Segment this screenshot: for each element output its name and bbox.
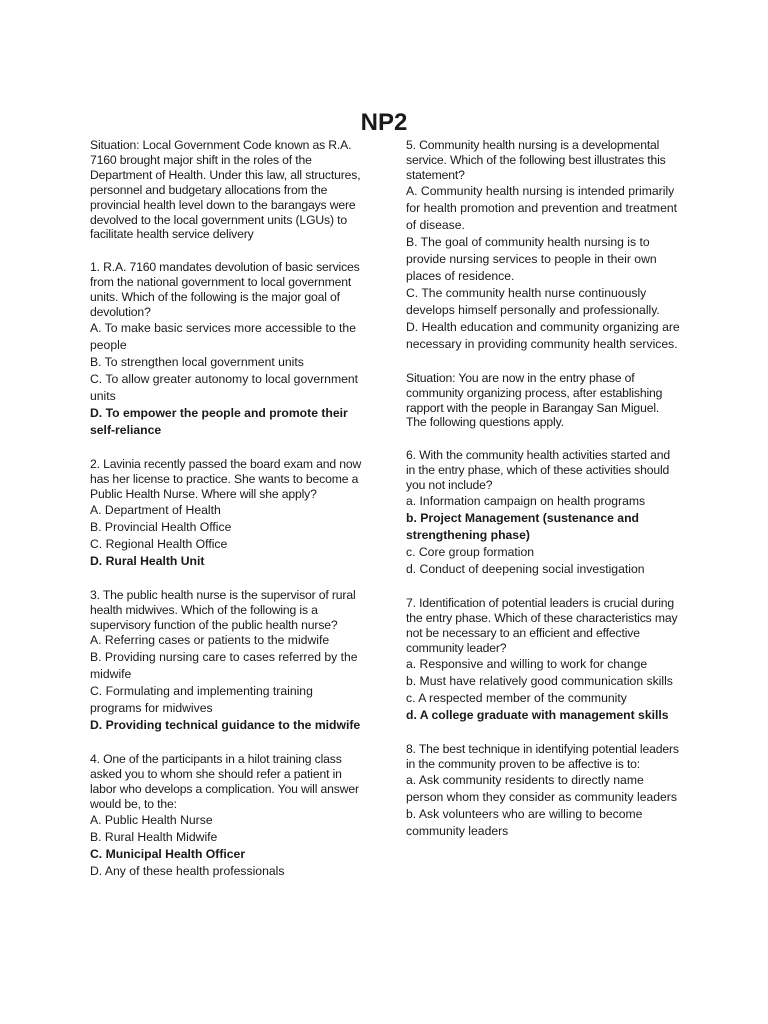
choice-b: B. Rural Health Midwife xyxy=(90,830,218,845)
choice-b: B. The goal of community health nursing is to provide nursing services to people in their own places of residence. xyxy=(406,234,657,283)
question-stem: 3. The public health nurse is the supervisor of rural health midwives. Which of the following is a supervisory function of the public health nurse? xyxy=(90,587,356,632)
correct-answer: D. Providing technical guidance to the midwife xyxy=(90,718,361,733)
choice-d: D. Health education and community organizing are necessary in providing community health services. xyxy=(406,319,680,351)
choice-c: C. Regional Health Office xyxy=(90,536,228,551)
choice-a: A. Community health nursing is intended primarily for health promotion and prevention and treatment of disease. xyxy=(406,183,678,232)
choice-c: C. Formulating and implementing training programs for midwives xyxy=(90,684,313,716)
correct-answer: d. A college graduate with management skills xyxy=(406,707,669,722)
right-column xyxy=(406,138,682,840)
correct-answer: b. Project Management (sustenance and strengthening phase) xyxy=(406,511,639,543)
question-stem: 5. Community health nursing is a developmental service. Which of the following best illustrates this statement? xyxy=(406,138,666,182)
choice-a: A. To make basic services more accessible to the people xyxy=(90,320,356,352)
choice-a: a. Information campaign on health programs xyxy=(406,494,646,509)
question-stem: 1. R.A. 7160 mandates devolution of basic services from the national government to local government units. Which of the following is the major goal of devolution? xyxy=(90,260,360,320)
choice-a: a. Ask community residents to directly name person whom they consider as community leaders xyxy=(406,772,677,804)
situation-paragraph-1 xyxy=(90,138,362,242)
question-4 xyxy=(90,752,362,880)
correct-answer: D. To empower the people and promote their self-reliance xyxy=(90,405,348,437)
choice-d: d. Conduct of deepening social investigation xyxy=(406,562,645,577)
choice-b: b. Must have relatively good communication skills xyxy=(406,673,673,688)
choice-c: C. The community health nurse continuously develops himself personally and professionally. xyxy=(406,285,660,317)
question-stem: 8. The best technique in identifying potential leaders in the community proven to be affective is to: xyxy=(406,741,679,771)
correct-answer: C. Municipal Health Officer xyxy=(90,847,246,862)
choice-b: B. Providing nursing care to cases referred by the midwife xyxy=(90,650,358,682)
choice-d: D. Any of these health professionals xyxy=(90,864,285,879)
choice-b: b. Ask volunteers who are willing to become community leaders xyxy=(406,806,643,838)
situation-paragraph-2 xyxy=(406,371,682,431)
page-title: NP2 xyxy=(360,109,408,136)
question-stem: 2. Lavinia recently passed the board exam and now has her license to practice. She wants to become a Public Health Nurse. Where will she apply? xyxy=(90,456,362,501)
choice-a: A. Public Health Nurse xyxy=(90,813,213,828)
question-8 xyxy=(406,742,682,840)
left-column xyxy=(90,138,362,880)
choice-a: a. Responsive and willing to work for change xyxy=(406,656,648,671)
choice-a: A. Referring cases or patients to the midwife xyxy=(90,633,330,648)
choice-b: B. Provincial Health Office xyxy=(90,519,232,534)
choice-c: c. Core group formation xyxy=(406,545,535,560)
question-2 xyxy=(90,457,362,570)
question-1 xyxy=(90,260,362,439)
choice-b: B. To strengthen local government units xyxy=(90,354,304,369)
choice-a: A. Department of Health xyxy=(90,502,221,517)
question-3 xyxy=(90,588,362,735)
question-5 xyxy=(406,138,682,353)
question-stem: 4. One of the participants in a hilot training class asked you to whom she should refer a patient in labor who develops a complication. You will answer would be, to the: xyxy=(90,752,359,812)
question-6 xyxy=(406,448,682,578)
choice-c: c. A respected member of the community xyxy=(406,690,627,705)
correct-answer: D. Rural Health Unit xyxy=(90,553,205,568)
choice-c: C. To allow greater autonomy to local government units xyxy=(90,371,359,403)
situation-text: Situation: You are now in the entry phase of community organizing process, after establishing rapport with the people in Barangay San Miguel. The following questions apply. xyxy=(406,370,663,430)
question-stem: 6. With the community health activities started and in the entry phase, which of these activities should you not include? xyxy=(406,448,670,493)
situation-text: Situation: Local Government Code known as R.A. 7160 brought major shift in the roles of the Department of Health. Under this law, all structures, personnel and budgetary allocations from the provincial health level down to the barangays were devolved to the local government units (LGUs) to facilitate health service delivery xyxy=(90,138,361,242)
question-stem: 7. Identification of potential leaders is crucial during the entry phase. Which of these characteristics may not be necessary to an efficient and effective community leader? xyxy=(406,596,678,655)
question-7 xyxy=(406,596,682,724)
